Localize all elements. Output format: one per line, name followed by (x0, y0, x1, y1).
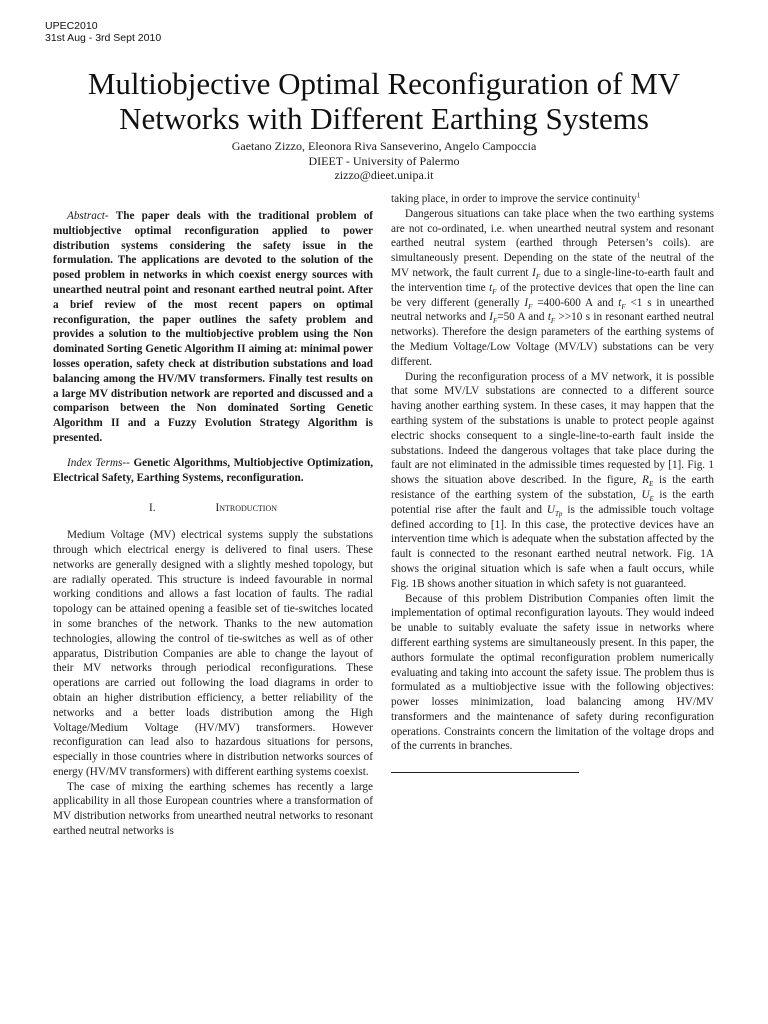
conference-header (45, 20, 161, 44)
symbol-earth-potential: $U_E$ (641, 488, 654, 504)
title-block (40, 66, 728, 183)
paper-title: Multiobjective Optimal Reconfiguration of MV Networks with Different Earthing Systems (87, 66, 681, 136)
right-paragraph-4: Because of this problem Distribution Companies often limit the implementation of optimal reconfiguration layouts. They would indeed be unable to suitably evaluate the safety issue in networks where different earthing systems are simultaneously present. In this paper, the authors formulate the optimal reconfiguration problem numerically evaluating and taking into account the safety issue. The problem thus is formulated as a multiobjective issue with the following objectives: power losses minimization, load balancing among HV/MV transformers and the maintenance of safety during reconfiguration operations. Constraints concern the limitation of the voltage drops and of the currents in branches. (391, 592, 714, 753)
symbol-touch-voltage: $U_{Tp}$ (546, 503, 563, 518)
section-number: I. (148, 502, 156, 515)
section-heading (53, 501, 373, 516)
conference-name: UPEC2010 (45, 20, 98, 32)
symbol-intervention-time: $t_F$ (618, 296, 626, 311)
abstract-text: The paper deals with the traditional problem of multiobjective optimal reconfiguration applied to power distribution systems considering the safety issue in the formulation. The applications are devoted to the solution of the posed problem in networks in which coexist energy sources with unearthed neutral point and resonant earthed neutral point. After a brief review of the most recent papers on optimal reconfiguration, the paper outlines the safety problem and provides a solution to the multiobjective problem using the Non dominated Sorting Genetic Algorithm II aiming at: minimal power losses operation, safety check at distribution substations and load balancing among the HV/MV transformers. Finally test results on a large MV distribution network are reported and discussed and a comparison between the Non dominated Sorting Genetic Algorithm II and a Fuzzy Evolution Strategy Algorithm is presented. (53, 210, 374, 444)
index-terms-text: Genetic Algorithms, Multiobjective Optimization, Electrical Safety, Earthing Systems, reconfiguration. (53, 456, 374, 484)
footnote-marker: 1 (636, 191, 641, 200)
index-terms (53, 456, 373, 486)
symbol-intervention-time: $t_F$ (547, 311, 556, 326)
conference-dates: 31st Aug - 3rd Sept 2010 (45, 32, 162, 44)
symbol-fault-current: $I_F$ (532, 266, 541, 282)
affiliation: DIEET - University of Palermo (308, 153, 460, 168)
right-paragraph-2: Dangerous situations can take place when the two earthing systems are not co-ordinated, i.e. when unearthed neutral system and resonant earthed neutral system (earthed through Petersen’s coils). are simultaneously present. Depending on the state of the neutral of the MV network, the fault current $I_F$ due to a single-line-to-earth fault and the intervention time $t_F$ of the protective devices that open the line can be very different (generally $I_F =400-600$ A and $t_F <1$ s in unearthed neutral networks and $I_F=50$ A and $t_F >>10$ s in resonant earthed neutral networks). Therefore the design parameters of the earthing systems of the Medium Voltage/Low Voltage (MV/LV) substations can be very different. (391, 207, 714, 368)
right-column (391, 192, 714, 773)
authors: Gaetano Zizzo, Eleonora Riva Sanseverino, Angelo Campoccia (231, 139, 537, 153)
right-paragraph-3: During the reconfiguration process of a MV network, it is possible that some MV/LV substations are connected to a different source having another earthing system. In these cases, it may happen that the earthing system of the substations is unable to protect people against electric shocks consequent to a single-line-to-earth fault inside the substations. Indeed the dangerous voltages that take place during the fault are not eliminated in the admissible times requested by [1]. Fig. 1 shows the situation above described. In the figure, $R_E$ is the earth resistance of the earthing system of the substation, $U_E$ is the earth potential rise after the fault and $U_{Tp}$ is the admissible touch voltage defined according to [1]. In this case, the protective devices have an intervention time which is adequate when the substation affected by the fault is connected to the resonant earthed neutral network. Fig. 1A shows the original situation which is safe when a fault occurs, while Fig. 1B shows another situation in which safety is not guaranteed. (391, 370, 714, 590)
footnote-rule (391, 772, 579, 773)
intro-paragraph-2: The case of mixing the earthing schemes has recently a large applicability in all those European countries where a transformation of MV distribution networks from unearthed neutral networks to resonant earthed neutral networks is (53, 780, 373, 838)
section-title: Introduction (215, 502, 278, 515)
intro-paragraph-1: Medium Voltage (MV) electrical systems supply the substations through which electrical energy is delivered to final users. These networks are generally designed with a slightly meshed topology, but are radially operated. This structure is indeed favourable in normal working conditions and allows a fast location of faults. The radial topology can be attained opening a feasible set of tie-switches located in some branches of the network. Thanks to the new automation technologies, allowing the control of tie-switches as well as of other apparatus, Distribution Companies are able to change the layout of their MV networks through periodical reconfigurations. These operations are carried out following the load diagrams in order to obtain an higher distribution efficiency, a better reliability of the networks and a better loads distribution among the High Voltage/Medium Voltage (HV/MV) transformers. However reconfiguration can lead also to hazardous situations for persons, especially in those countries where in distribution networks sources of energy (HV/MV transformers) with different earthing systems coexist. (53, 529, 373, 778)
symbol-intervention-time: $t_F$ (489, 281, 497, 297)
right-paragraph-1: taking place, in order to improve the service continuity$^1$ (391, 191, 641, 205)
email: zizzo@dieet.unipa.it (334, 168, 434, 182)
symbol-fault-current: $I_F$ (489, 311, 498, 326)
abstract-label: Abstract- (67, 210, 109, 222)
symbol-earth-resistance: $R_E$ (642, 474, 654, 489)
symbol-fault-current: $I_F$ (524, 296, 533, 311)
left-column (53, 192, 373, 839)
index-terms-label: Index Terms-- (67, 456, 130, 469)
abstract (53, 209, 373, 446)
